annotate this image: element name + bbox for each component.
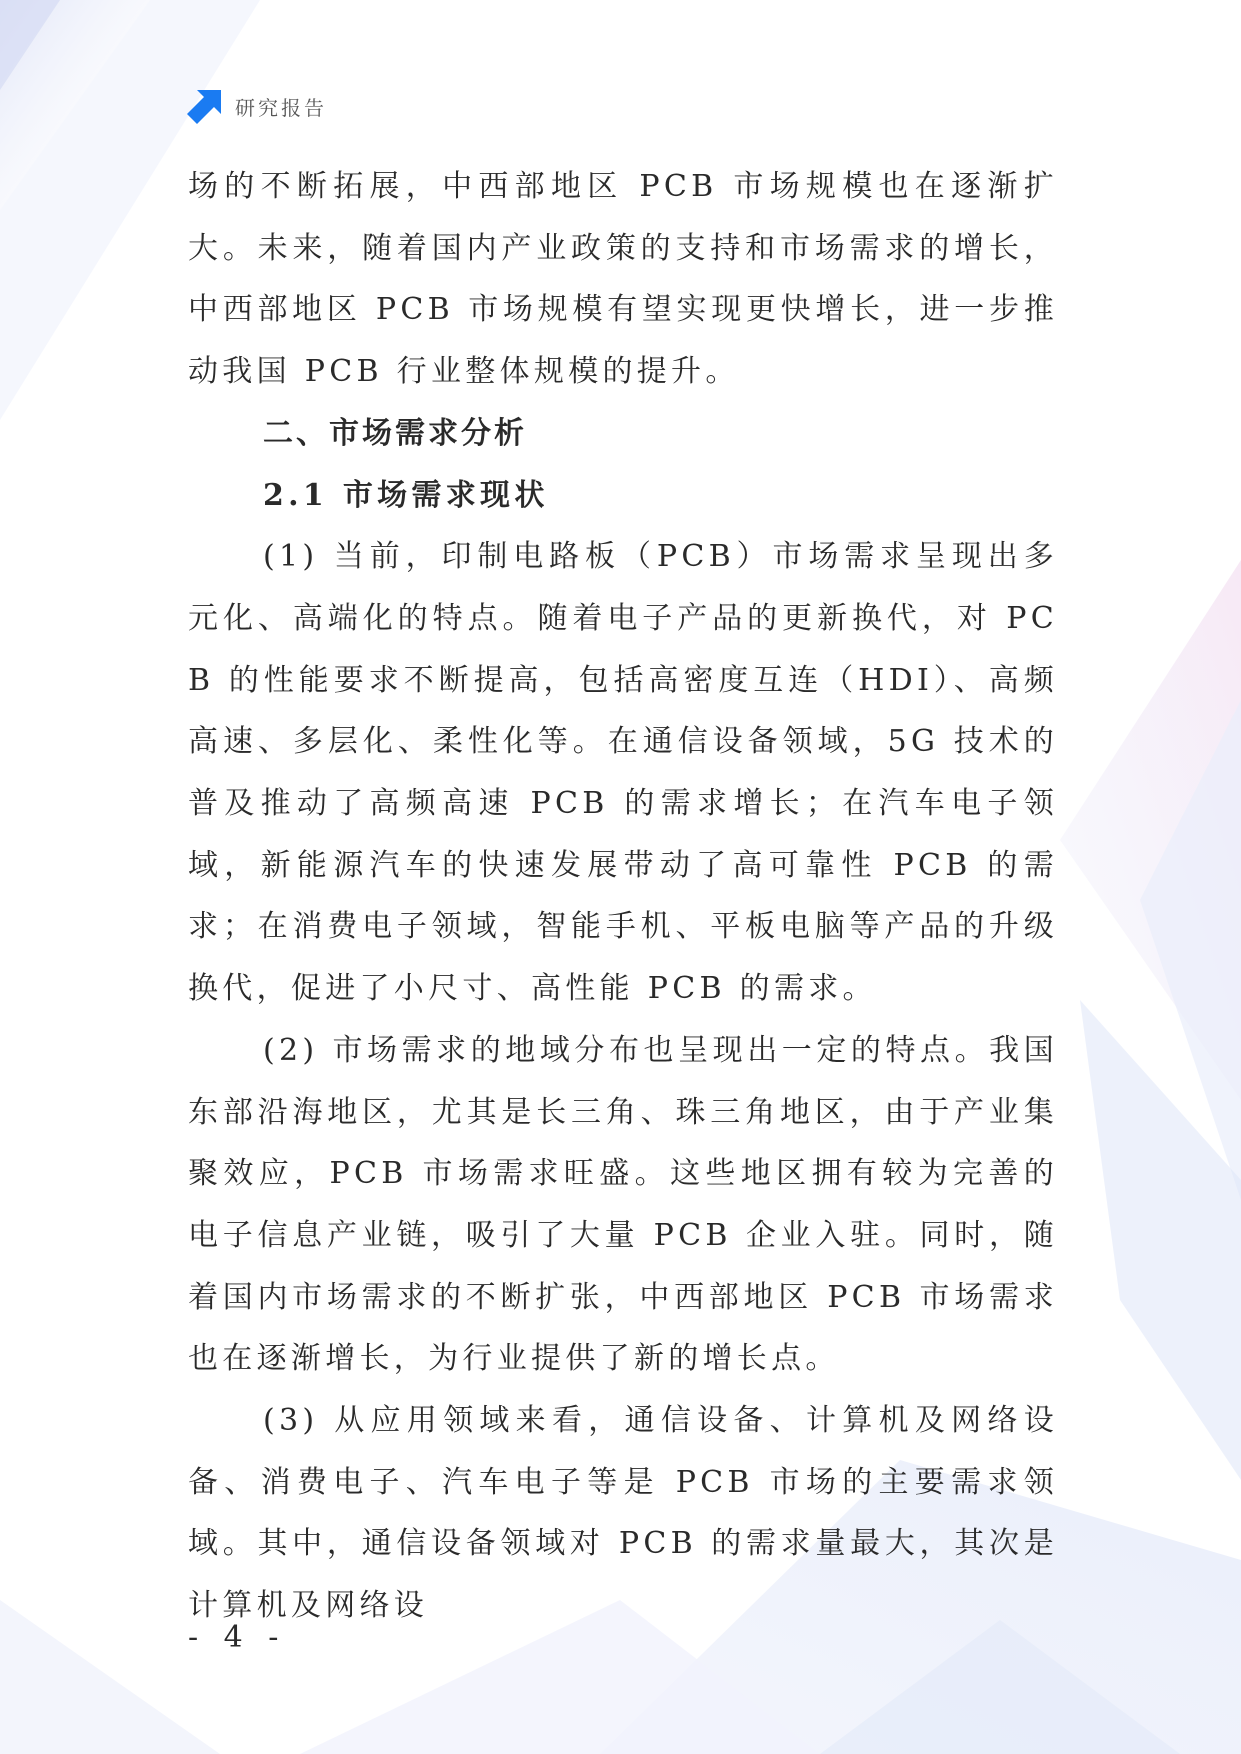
page-header [187, 88, 327, 124]
document-body [188, 156, 1058, 1637]
paragraph-1: (1) 当前，印制电路板（PCB）市场需求呈现出多元化、高端化的特点。随着电子产品的更新换代，对 PCB 的性能要求不断提高，包括高密度互连（HDI）、高频高速、多层化、柔性化等。在通信设备领域，5G 技术的普及推动了高频高速 PCB 的需求增长；在汽车电子领域，新能源汽车的快速发展带动了高可靠性 PCB 的需求；在消费电子领域，智能手机、平板电脑等产品的升级换代，促进了小尺寸、高性能 PCB 的需求。 [188, 539, 1058, 1007]
paragraph-continuation: 场的不断拓展，中西部地区 PCB 市场规模也在逐渐扩大。未来，随着国内产业政策的支持和市场需求的增长，中西部地区 PCB 市场规模有望实现更快增长，进一步推动我国 PCB 行业整体规模的提升。 [188, 169, 1058, 390]
subsection-heading: 2.1 市场需求现状 [263, 477, 549, 513]
paragraph-3: (3) 从应用领域来看，通信设备、计算机及网络设备、消费电子、汽车电子等是 PCB 市场的主要需求领域。其中，通信设备领域对 PCB 的需求量最大，其次是计算机及网络设 [188, 1403, 1058, 1624]
section-heading: 二、市场需求分析 [263, 415, 527, 451]
arrow-up-right-icon [187, 88, 223, 124]
paragraph-2: (2) 市场需求的地域分布也呈现出一定的特点。我国东部沿海地区，尤其是长三角、珠三角地区，由于产业集聚效应，PCB 市场需求旺盛。这些地区拥有较为完善的电子信息产业链，吸引了大量 PCB 企业入驻。同时，随着国内市场需求的不断扩张，中西部地区 PCB 市场需求也在逐渐增长，为行业提供了新的增长点。 [188, 1032, 1058, 1377]
header-title: 研究报告 [235, 95, 327, 120]
page-number: - 4 - [188, 1620, 287, 1655]
